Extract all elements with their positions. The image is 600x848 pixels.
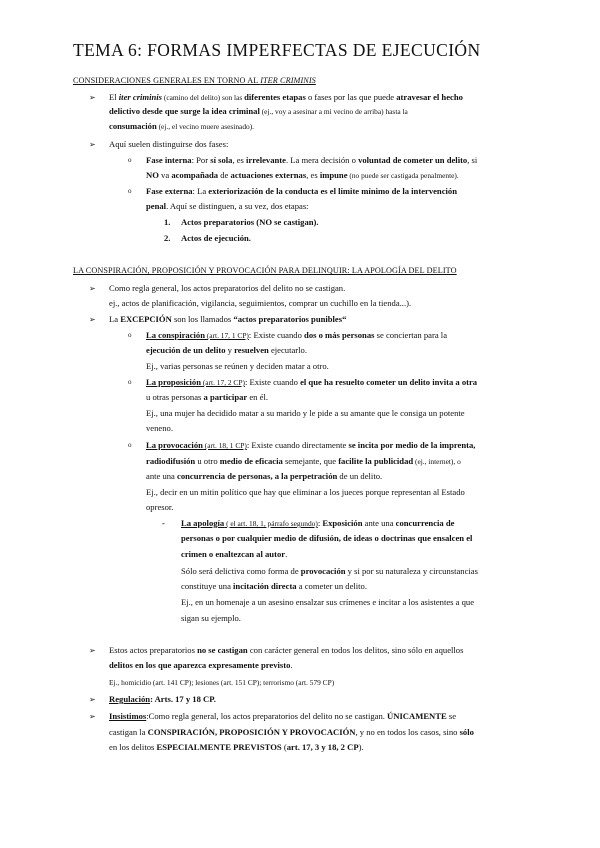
- arrow-bullet-icon: ➢: [89, 93, 96, 102]
- paragraph-line: Regulación: Arts. 17 y 18 CP.: [109, 694, 216, 704]
- list-number: 2.: [164, 233, 171, 243]
- list-item: Actos de ejecución.: [181, 233, 251, 243]
- paragraph-line: consumación (ej., el vecino muere asesinado).: [109, 121, 255, 131]
- paragraph-line: Ej., una mujer ha decidido matar a su marido y le pide a su amante que le consiga un potente: [146, 408, 465, 418]
- paragraph-line: opresor.: [146, 502, 174, 512]
- paragraph-line: radiodifusión u otro medio de eficacia semejante, que facilite la publicidad (ej., internet), o: [146, 456, 461, 466]
- paragraph-line: constituye una incitación directa a cometer un delito.: [181, 581, 368, 591]
- dash-bullet-icon: -: [162, 518, 165, 528]
- paragraph-line: Como regla general, los actos preparatorios del delito no se castigan.: [109, 283, 346, 293]
- arrow-bullet-icon: ➢: [89, 712, 96, 721]
- arrow-bullet-icon: ➢: [89, 695, 96, 704]
- paragraph-line: delictivo desde que surge la idea criminal (ej., voy a asesinar a mi vecino de arriba) hasta la: [109, 106, 408, 116]
- paragraph-line: ante una concurrencia de personas, a la perpetración de un delito.: [146, 471, 383, 481]
- paragraph-line: NO va acompañada de actuaciones externas, es impune (no puede ser castigada penalmente).: [146, 170, 459, 180]
- paragraph-line: La provocación (art. 18, 1 CP): Existe cuando directamente se incita por medio de la imprenta,: [146, 440, 476, 450]
- arrow-bullet-icon: ➢: [89, 646, 96, 655]
- paragraph-line: sigan su ejemplo.: [181, 613, 241, 623]
- paragraph-line: personas o por cualquier medio de difusión, de ideas o doctrinas que ensalcen el: [181, 533, 473, 543]
- section-heading-iter-criminis: CONSIDERACIONES GENERALES EN TORNO AL ITER CRIMINIS: [73, 76, 316, 85]
- paragraph-line: Estos actos preparatorios no se castigan con carácter general en todos los delitos, sino sólo en aquellos: [109, 645, 464, 655]
- circle-bullet-icon: o: [128, 187, 132, 195]
- paragraph-line: en los delitos ESPECIALMENTE PREVISTOS (art. 17, 3 y 18, 2 CP).: [109, 742, 364, 752]
- paragraph-line: u otras personas a participar en él.: [146, 392, 268, 402]
- paragraph-line: penal. Aquí se distinguen, a su vez, dos etapas:: [146, 201, 309, 211]
- list-item: Actos preparatorios (NO se castigan).: [181, 217, 319, 227]
- circle-bullet-icon: o: [128, 331, 132, 339]
- paragraph-line: Ej., en un homenaje a un asesino ensalzar sus crímenes e incitar a los asistentes a que: [181, 597, 475, 607]
- arrow-bullet-icon: ➢: [89, 140, 96, 149]
- paragraph-line: Insistimos:Como regla general, los actos preparatorios del delito no se castigan. ÚNICAMENTE se: [109, 711, 457, 721]
- paragraph-line: La proposición (art. 17, 2 CP): Existe cuando el que ha resuelto cometer un delito invita a otra: [146, 377, 478, 387]
- paragraph-line: Aquí suelen distinguirse dos fases:: [109, 139, 229, 149]
- arrow-bullet-icon: ➢: [89, 315, 96, 324]
- paragraph-line: crimen o enaltezcan al autor.: [181, 549, 288, 559]
- paragraph-line: Ej., decir en un mitin político que hay que eliminar a los jueces porque representan al Estado: [146, 487, 465, 497]
- paragraph-line: La EXCEPCIÓN son los llamados “actos preparatorios punibles“: [109, 314, 347, 324]
- page-title: TEMA 6: FORMAS IMPERFECTAS DE EJECUCIÓN: [73, 40, 481, 60]
- paragraph-line: Ej., homicidio (art. 141 CP); lesiones (art. 151 CP); terrorismo (art. 579 CP): [109, 678, 335, 687]
- paragraph-line: veneno.: [146, 423, 173, 433]
- paragraph-line: La conspiración (art. 17, 1 CP): Existe cuando dos o más personas se conciertan para la: [146, 330, 448, 340]
- arrow-bullet-icon: ➢: [89, 284, 96, 293]
- paragraph-line: delitos en los que aparezca expresamente previsto.: [109, 660, 293, 670]
- paragraph-line: Fase externa: La exteriorización de la conducta es el límite mínimo de la intervención: [146, 186, 457, 196]
- paragraph-line: El iter criminis (camino del delito) son las diferentes etapas o fases por las que puede atravesar el hecho: [109, 92, 463, 102]
- paragraph-line: ej., actos de planificación, vigilancia, seguimientos, comprar un cuchillo en la tienda...).: [109, 298, 412, 308]
- circle-bullet-icon: o: [128, 378, 132, 386]
- paragraph-line: castigan la CONSPIRACIÓN, PROPOSICIÓN Y PROVOCACIÓN, y no en todos los casos, sino sólo: [109, 727, 474, 737]
- circle-bullet-icon: o: [128, 441, 132, 449]
- section-heading-conspiracion: LA CONSPIRACIÓN, PROPOSICIÓN Y PROVOCACIÓN PARA DELINQUIR: LA APOLOGÍA DEL DELITO: [73, 266, 457, 275]
- paragraph-line: La apología ( el art. 18, 1, párrafo segundo): Exposición ante una concurrencia de: [181, 518, 455, 528]
- list-number: 1.: [164, 217, 171, 227]
- paragraph-line: Fase interna: Por sí sola, es irrelevante. La mera decisión o voluntad de cometer un delito, si: [146, 155, 478, 165]
- circle-bullet-icon: o: [128, 156, 132, 164]
- paragraph-line: Sólo será delictiva como forma de provocación y si por su naturaleza y circunstancias: [181, 566, 478, 576]
- paragraph-line: Ej., varias personas se reúnen y deciden matar a otro.: [146, 361, 329, 371]
- paragraph-line: ejecución de un delito y resuelven ejecutarlo.: [146, 345, 307, 355]
